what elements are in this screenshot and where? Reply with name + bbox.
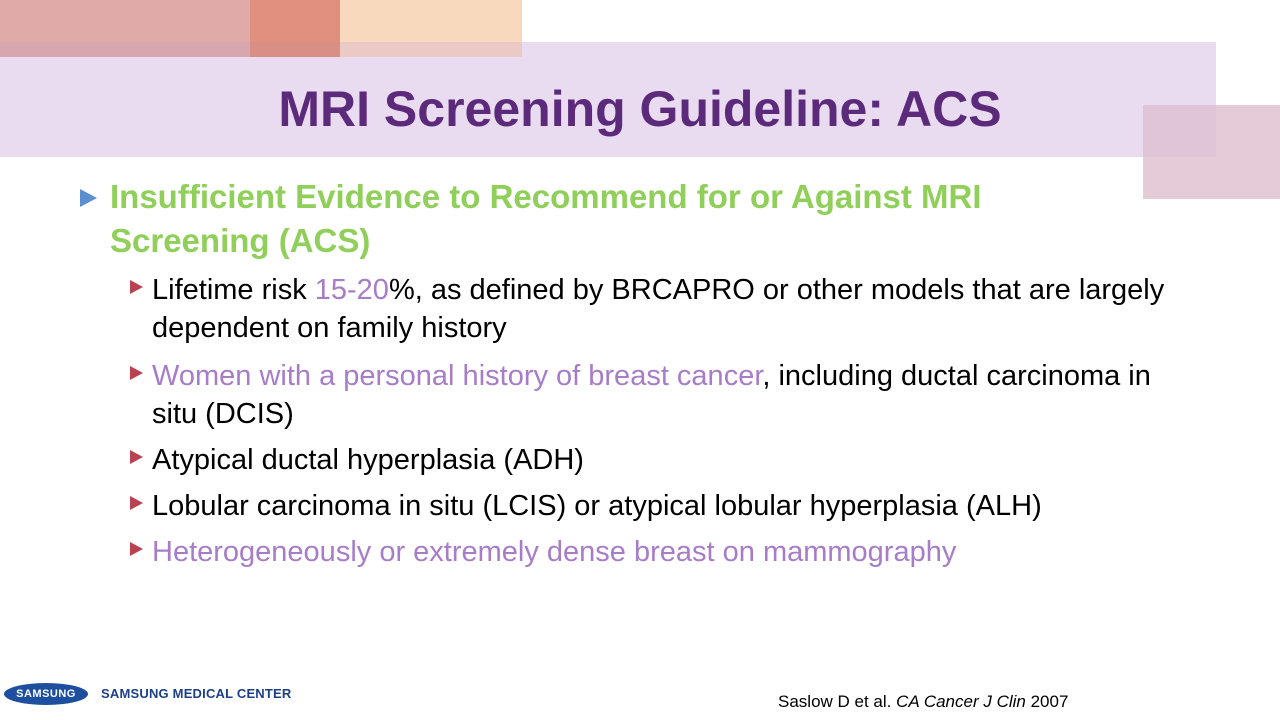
- main-bullet: [80, 175, 1120, 263]
- heading-line-2: Screening (ACS): [110, 222, 371, 259]
- organization-name: SAMSUNG MEDICAL CENTER: [101, 686, 292, 701]
- decor-block: [340, 42, 522, 57]
- bullet-text: Lobular carcinoma in situ (LCIS) or atypical lobular hyperplasia (ALH): [152, 490, 1042, 522]
- decor-block: [0, 42, 250, 57]
- highlight-text: 15-20: [314, 274, 389, 306]
- highlight-text: Women with a personal history of breast cancer: [152, 360, 763, 392]
- triangle-bullet-icon: [130, 450, 143, 464]
- citation-journal: CA Cancer J Clin: [896, 692, 1026, 711]
- bullet-text: , including ductal carcinoma in situ (DCIS): [152, 360, 1151, 430]
- heading-line-1: Insufficient Evidence to Recommend for or Against MRI: [110, 178, 982, 215]
- list-item: [130, 441, 1190, 479]
- triangle-bullet-icon: [130, 542, 143, 556]
- decor-block: [250, 42, 340, 57]
- citation-authors: Saslow D et al.: [778, 692, 897, 711]
- list-item: [130, 271, 1190, 347]
- triangle-bullet-icon: [80, 189, 97, 207]
- list-item: [130, 357, 1190, 433]
- triangle-bullet-icon: [130, 280, 143, 294]
- citation-year: 2007: [1025, 692, 1069, 711]
- bullet-text: %, as defined by BRCAPRO or other models that are largely dependent on family history: [152, 274, 1165, 344]
- list-item: [130, 487, 1190, 525]
- slide-title: MRI Screening Guideline: ACS: [278, 81, 1002, 137]
- highlight-text: Heterogeneously or extremely dense breast on mammography: [152, 536, 957, 568]
- citation: [778, 691, 1068, 713]
- bullet-text: Atypical ductal hyperplasia (ADH): [152, 444, 584, 476]
- bullet-text: Lifetime risk: [152, 274, 315, 306]
- triangle-bullet-icon: [130, 366, 143, 380]
- list-item: [130, 533, 1190, 571]
- triangle-bullet-icon: [130, 496, 143, 510]
- samsung-logo: SAMSUNG: [4, 683, 88, 705]
- main-bullet-text: [110, 175, 1120, 263]
